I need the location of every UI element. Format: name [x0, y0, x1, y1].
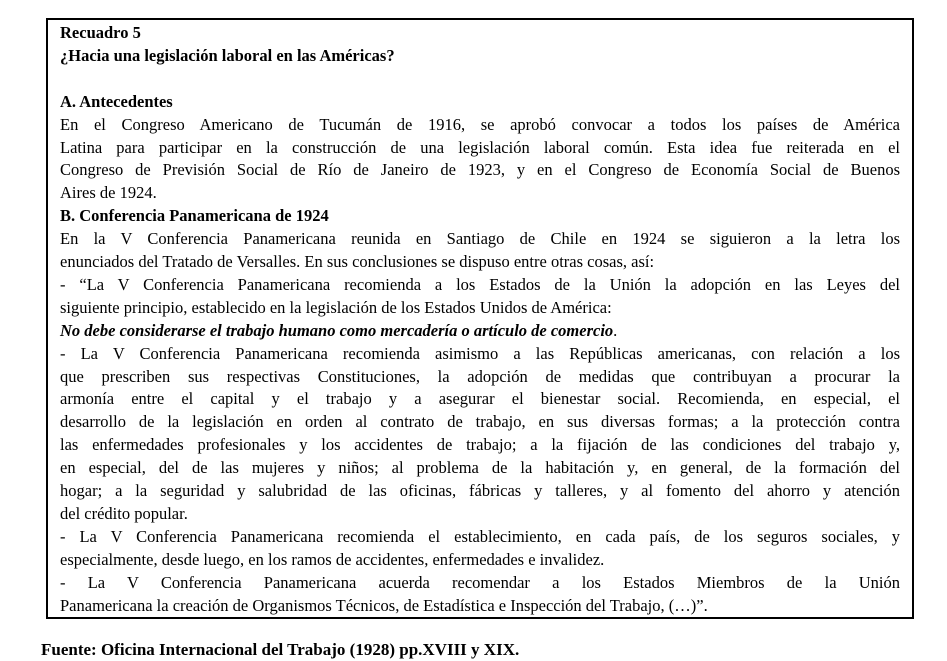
- section-b-item-1: [60, 274, 900, 320]
- text-line: siguiente principio, establecido en la legislación de los Estados Unidos de América:: [60, 297, 612, 317]
- principle-line: [60, 320, 900, 343]
- text-line: hogar; a la seguridad y salubridad de las oficinas, fábricas y talleres, y al fomento del ahorro y atención: [60, 481, 900, 501]
- text-line: - “La V Conferencia Panamericana recomienda a los Estados de la Unión la adopción en las Leyes del: [60, 274, 900, 294]
- text-line: las enfermedades profesionales y los accidentes de trabajo; a la fijación de las condiciones del trabajo y,: [60, 435, 900, 455]
- text-line: - La V Conferencia Panamericana acuerda recomendar a los Estados Miembros de la Unión: [60, 572, 900, 592]
- text-line: Panamericana la creación de Organismos Técnicos, de Estadística e Inspección del Trabajo, (…)”.: [60, 595, 708, 615]
- section-b-heading: B. Conferencia Panamericana de 1924: [60, 206, 329, 226]
- text-line: Latina para participar en la construcción de una legislación laboral común. Esta idea fue reiterada en el: [60, 137, 900, 157]
- section-b-intro: [60, 228, 900, 274]
- section-b-item-2: [60, 343, 900, 526]
- text-line: del crédito popular.: [60, 504, 188, 524]
- text-line: desarrollo de la legislación en orden al contrato de trabajo, en sus diversas formas; a la protección contra: [60, 412, 900, 432]
- text-line: - La V Conferencia Panamericana recomienda el establecimiento, en cada país, de los seguros sociales, y: [60, 526, 900, 546]
- text-line: que prescriben sus respectivas Constituciones, la adopción de medidas que contribuyan a procurar la: [60, 366, 900, 386]
- recuadro-box: [46, 18, 914, 619]
- section-a-paragraph: [60, 114, 900, 206]
- source-line: Fuente: Oficina Internacional del Trabajo (1928) pp.XVIII y XIX.: [41, 640, 520, 659]
- text-line: en especial, del de las mujeres y niños; al problema de la habitación y, en general, de la formación del: [60, 458, 900, 478]
- text-line: enunciados del Tratado de Versalles. En sus conclusiones se dispuso entre otras cosas, así:: [60, 252, 655, 272]
- text-line: En la V Conferencia Panamericana reunida en Santiago de Chile en 1924 se siguieron a la letra los: [60, 229, 900, 249]
- blank-line: [60, 68, 900, 91]
- box-title: Recuadro 5: [60, 23, 141, 42]
- text-line: Aires de 1924.: [60, 183, 157, 203]
- box-question: ¿Hacia una legislación laboral en las Américas?: [60, 45, 395, 65]
- section-b-item-3: [60, 526, 900, 572]
- text-line: armonía entre el capital y el trabajo y a asegurar el bienestar social. Recomienda, en especial, el: [60, 389, 900, 409]
- text-line: especialmente, desde luego, en los ramos de accidentes, enfermedades e invalidez.: [60, 549, 605, 569]
- text-line: - La V Conferencia Panamericana recomienda asimismo a las Repúblicas americanas, con relación a los: [60, 343, 900, 363]
- section-a-heading: A. Antecedentes: [60, 91, 173, 111]
- text-line: En el Congreso Americano de Tucumán de 1916, se aprobó convocar a todos los países de América: [60, 114, 900, 134]
- text-line: Congreso de Previsión Social de Río de Janeiro de 1923, y en el Congreso de Economía Social de Buenos: [60, 160, 900, 180]
- section-b-item-4: [60, 572, 900, 618]
- principle-text: No debe considerarse el trabajo humano como mercadería o artículo de comercio: [60, 320, 614, 340]
- principle-period: .: [613, 320, 618, 340]
